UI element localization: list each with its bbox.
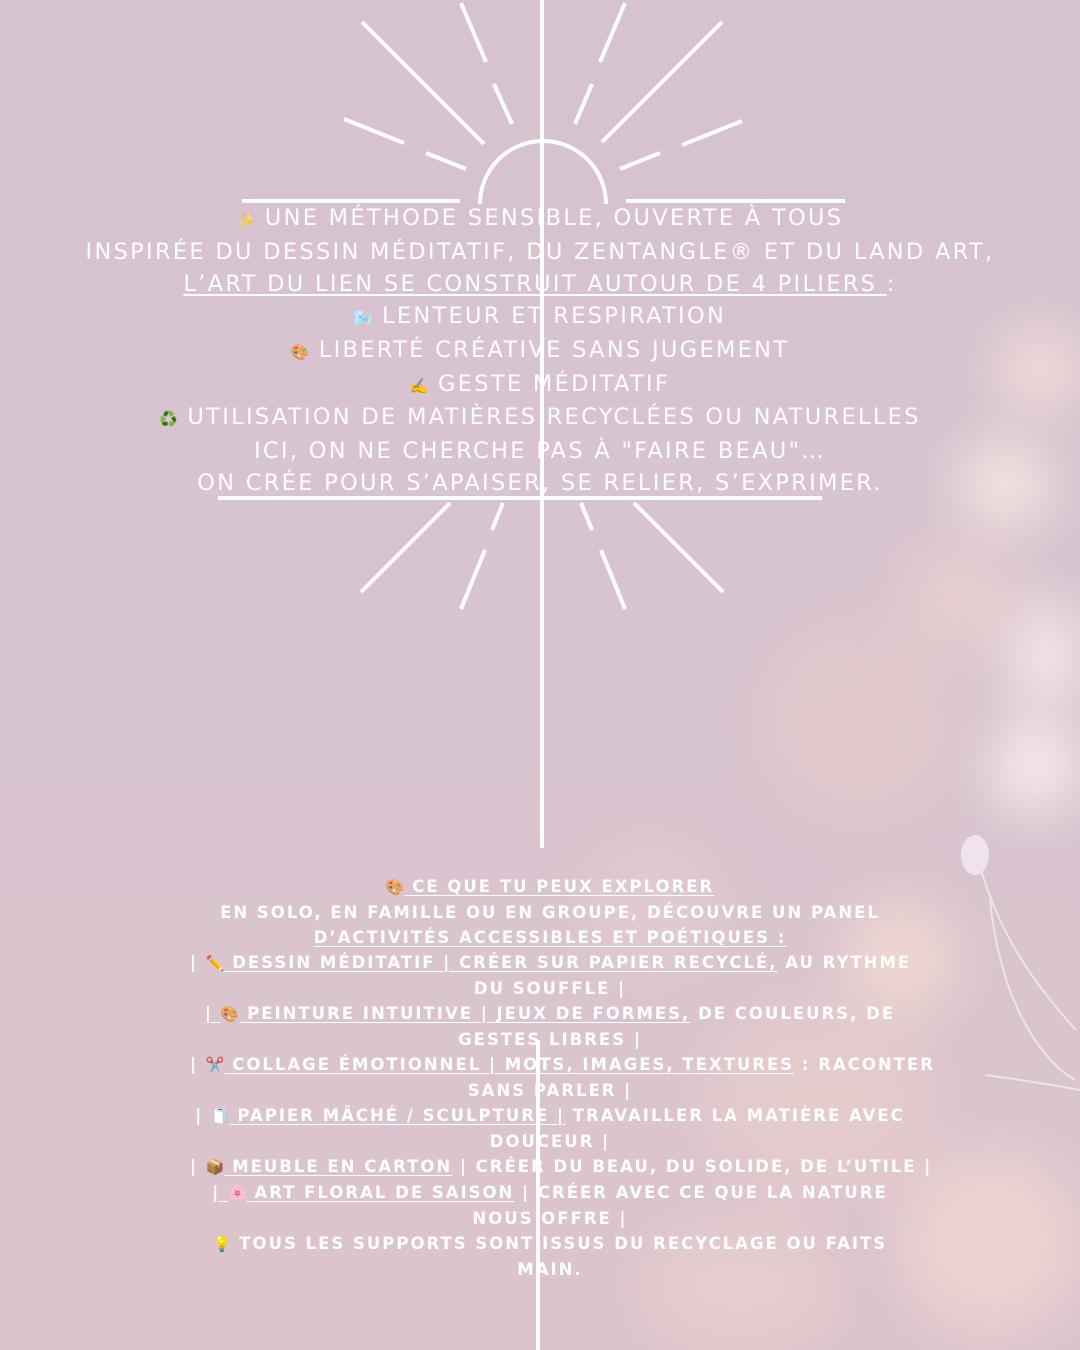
activity-link-peinture[interactable]: PEINTURE INTUITIVE | JEUX DE FORMES,: [239, 1004, 691, 1023]
activity-description: | CRÉER AVEC CE QUE LA NATURE: [514, 1183, 888, 1202]
footer-note-continued: MAIN.: [517, 1260, 583, 1279]
separator[interactable]: |: [204, 1004, 221, 1023]
activity-link-papier-mache[interactable]: PAPIER MÂCHÉ / SCULPTURE |: [229, 1106, 565, 1125]
activity-link-dessin[interactable]: DESSIN MÉDITATIF | CRÉER SUR PAPIER RECYCLÉ,: [224, 953, 778, 972]
activity-item: [190, 1103, 910, 1129]
inspiration-line: INSPIRÉE DU DESSIN MÉDITATIF, DU ZENTANGLE® ET DU LAND ART,: [85, 238, 995, 265]
activity-link-collage[interactable]: COLLAGE ÉMOTIONNEL | MOTS, IMAGES, TEXTURES: [224, 1055, 795, 1074]
separator: |: [190, 1055, 206, 1074]
activity-description-continued: DOUCEUR |: [489, 1132, 611, 1151]
pencil-icon: ✏️: [205, 954, 225, 972]
recycle-icon: ♻️: [159, 410, 178, 429]
wind-icon: 🌬️: [353, 308, 373, 327]
activity-description-continued: DU SOUFFLE |: [473, 979, 627, 998]
writing-hand-icon: ✍️: [409, 376, 429, 395]
activities-heading[interactable]: [190, 874, 910, 900]
scissors-icon: ✂️: [205, 1056, 225, 1074]
pillar-label: GESTE MÉDITATIF: [428, 370, 671, 397]
activity-description: | CRÉER DU BEAU, DU SOLIDE, DE L’UTILE |: [452, 1157, 933, 1176]
activity-description-continued: NOUS OFFRE |: [472, 1209, 628, 1228]
pillar-item: [40, 402, 1040, 436]
paper-roll-icon: 🧻: [210, 1107, 230, 1125]
activity-item: [190, 950, 910, 976]
philosophy-line: ICI, ON NE CHERCHE PAS À "FAIRE BEAU"…: [253, 438, 827, 465]
activity-description: TRAVAILLER LA MATIÈRE AVEC: [565, 1106, 905, 1125]
activity-item: [190, 1001, 910, 1027]
footer-note-text: TOUS LES SUPPORTS SONT ISSUS DU RECYCLAGE OU FAITS: [231, 1234, 888, 1253]
pillar-item: [40, 369, 1040, 403]
flower-icon: 🌸: [228, 1184, 247, 1202]
pillars-intro: [40, 269, 1040, 301]
separator[interactable]: |: [212, 1183, 229, 1202]
activity-item: [190, 1052, 935, 1078]
activity-description: : RACONTER: [794, 1055, 935, 1074]
palette-icon: 🎨: [385, 878, 405, 896]
pillar-label: LENTEUR ET RESPIRATION: [372, 302, 727, 329]
activities-heading-link[interactable]: CE QUE TU PEUX EXPLORER: [404, 877, 715, 896]
pillar-label: UTILISATION DE MATIÈRES RECYCLÉES OU NATURELLES: [177, 404, 921, 431]
pillar-item: [40, 301, 1040, 335]
activities-intro-link[interactable]: [190, 925, 910, 950]
activity-link-meuble-carton[interactable]: MEUBLE EN CARTON: [224, 1157, 453, 1176]
method-title: [40, 203, 1040, 237]
palette-icon: 🎨: [220, 1005, 240, 1023]
sparkles-icon: ✨: [236, 211, 256, 229]
activities-intro-link-text[interactable]: D’ACTIVITÉS ACCESSIBLES ET POÉTIQUES :: [313, 928, 787, 947]
activity-item: [190, 1180, 910, 1206]
pillar-label: LIBERTÉ CRÉATIVE SANS JUGEMENT: [309, 336, 790, 363]
activity-description: DE COULEURS, DE: [690, 1004, 896, 1023]
activities-section: [190, 874, 935, 1282]
activity-description: AU RYTHME: [777, 953, 912, 972]
separator: |: [190, 953, 206, 972]
box-icon: 📦: [205, 1158, 225, 1176]
footer-note: [190, 1231, 910, 1257]
activity-description-continued: GESTES LIBRES |: [458, 1030, 642, 1049]
pillars-intro-underlined: L’ART DU LIEN SE CONSTRUIT AUTOUR DE 4 PILIERS: [183, 270, 887, 297]
light-bulb-icon: 💡: [212, 1235, 232, 1253]
palette-icon: 🎨: [290, 342, 310, 361]
separator: |: [195, 1106, 211, 1125]
activity-description-continued: SANS PARLER |: [467, 1081, 633, 1100]
philosophy-line: ON CRÉE POUR S’APAISER, SE RELIER, S’EXPRIMER.: [197, 470, 883, 497]
method-title-text: UNE MÉTHODE SENSIBLE, OUVERTE À TOUS: [255, 205, 844, 231]
activity-item: [190, 1154, 933, 1180]
pillars-intro-colon: :: [886, 270, 897, 297]
activity-link-art-floral[interactable]: ART FLORAL DE SAISON: [246, 1183, 515, 1202]
separator: |: [190, 1157, 206, 1176]
pillar-item: [40, 335, 1040, 369]
method-description: [40, 203, 1040, 500]
activities-intro: EN SOLO, EN FAMILLE OU EN GROUPE, DÉCOUVRE UN PANEL: [220, 903, 880, 922]
